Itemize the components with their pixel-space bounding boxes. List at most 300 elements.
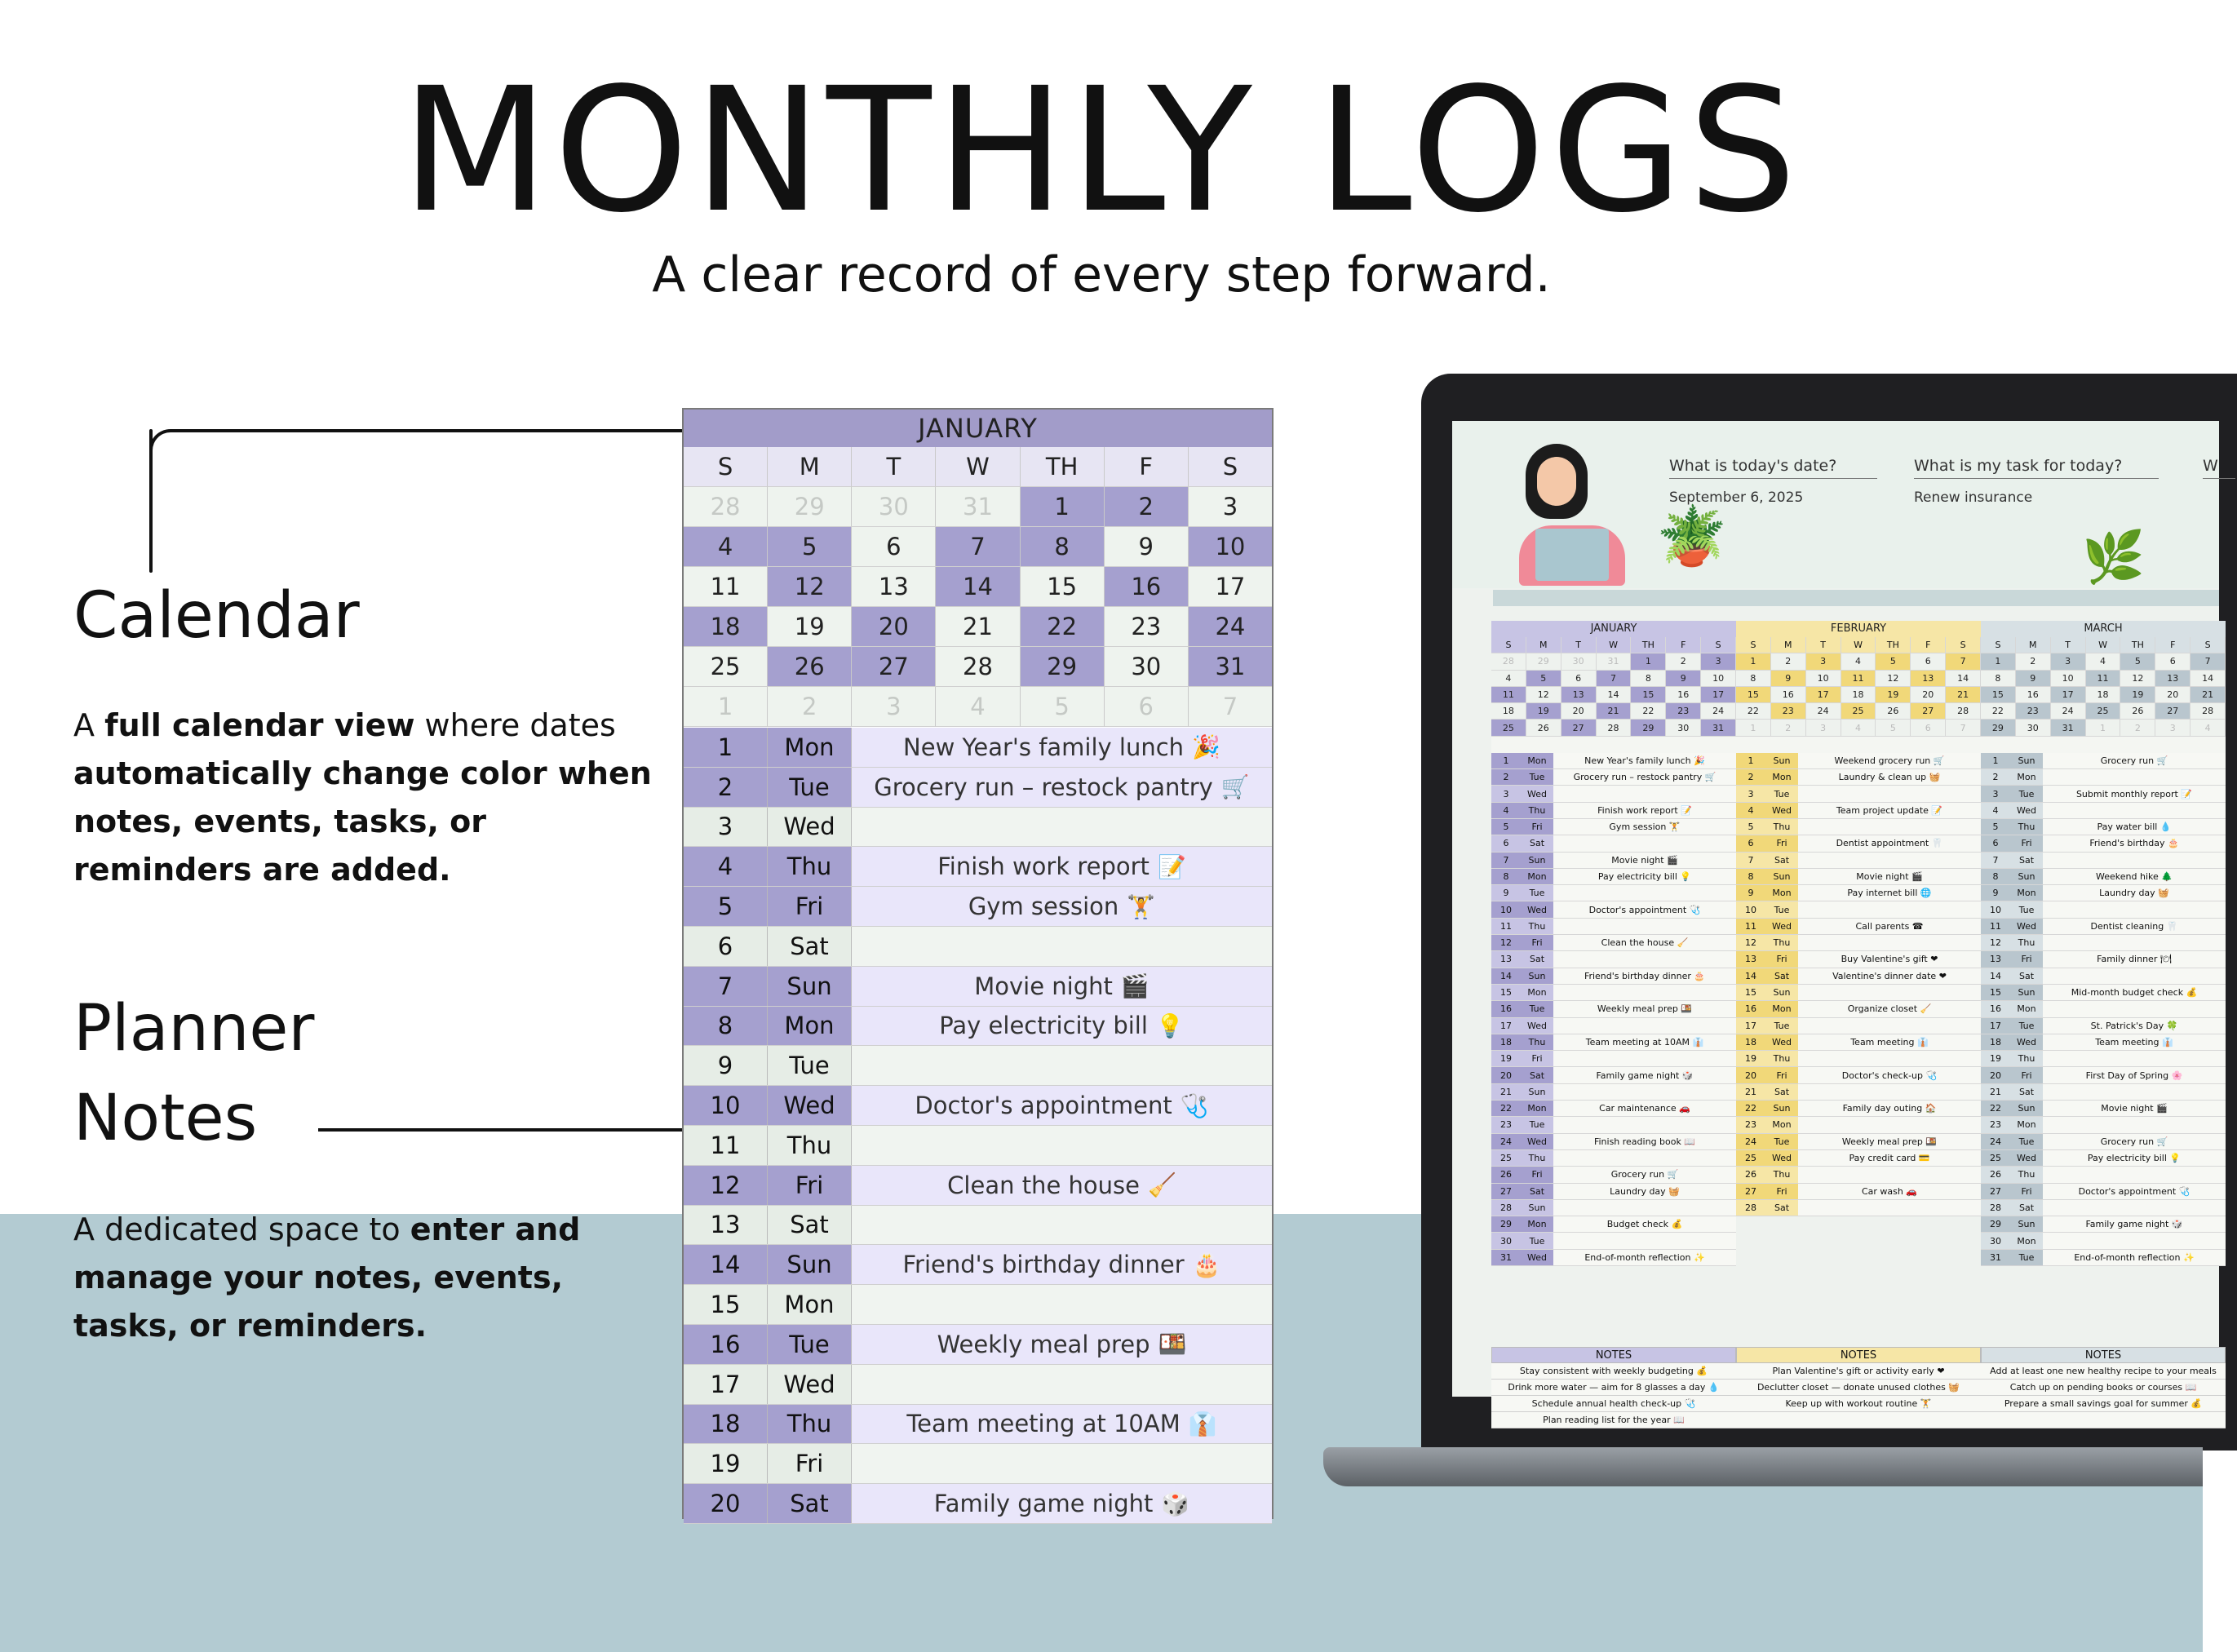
mini-log-row[interactable]: [1981, 1001, 2226, 1017]
mini-log-row[interactable]: [1491, 819, 1736, 835]
calendar-date-cell[interactable]: 7: [936, 527, 1020, 567]
mini-date-cell[interactable]: 10: [1806, 671, 1841, 687]
log-entry-text[interactable]: [852, 1325, 1272, 1364]
mini-log-row[interactable]: [1981, 951, 2226, 968]
calendar-date-cell[interactable]: 27: [852, 647, 936, 687]
log-entry-text[interactable]: [852, 887, 1272, 926]
mini-log-row[interactable]: [1491, 919, 1736, 935]
mini-log-row[interactable]: [1981, 985, 2226, 1001]
mini-log-row[interactable]: [1491, 1134, 1736, 1150]
mini-log-row[interactable]: [1736, 1001, 1981, 1017]
mini-log-row[interactable]: [1981, 869, 2226, 885]
mini-log-row[interactable]: [1981, 1250, 2226, 1266]
mini-log-row[interactable]: [1981, 1150, 2226, 1167]
mini-date-cell[interactable]: 2: [2120, 720, 2155, 736]
mini-date-cell[interactable]: 31: [1701, 720, 1736, 736]
log-entry-text[interactable]: [852, 1126, 1272, 1165]
mini-date-cell[interactable]: 26: [1526, 720, 1561, 736]
mini-date-cell[interactable]: 16: [1771, 687, 1806, 703]
mini-date-cell[interactable]: 27: [1911, 703, 1946, 720]
mini-log-row[interactable]: [1736, 1101, 1981, 1117]
mini-date-cell[interactable]: 10: [2051, 671, 2086, 687]
note-row[interactable]: Declutter closet — donate unused clothes 🧺: [1736, 1380, 1981, 1396]
planner-log-row[interactable]: [684, 1444, 1272, 1484]
mini-log-row[interactable]: [1736, 919, 1981, 935]
mini-log-row[interactable]: [1491, 1051, 1736, 1067]
mini-log-row[interactable]: [1491, 769, 1736, 786]
calendar-date-cell[interactable]: 7: [1189, 687, 1272, 727]
note-row[interactable]: [1981, 1412, 2226, 1428]
mini-date-cell[interactable]: 10: [1701, 671, 1736, 687]
mini-date-cell[interactable]: 25: [1841, 703, 1876, 720]
calendar-date-cell[interactable]: 12: [768, 567, 852, 607]
log-entry-text[interactable]: [852, 728, 1272, 767]
mini-date-cell[interactable]: 27: [2155, 703, 2190, 720]
mini-date-cell[interactable]: 22: [1736, 703, 1771, 720]
mini-log-row[interactable]: [1736, 985, 1981, 1001]
calendar-date-cell[interactable]: 28: [936, 647, 1020, 687]
note-row[interactable]: Schedule annual health check-up 🩺: [1491, 1396, 1736, 1412]
mini-log-row[interactable]: [1491, 1250, 1736, 1266]
mini-date-cell[interactable]: 1: [1631, 653, 1666, 670]
mini-date-cell[interactable]: 23: [1771, 703, 1806, 720]
note-row[interactable]: Catch up on pending books or courses 📖: [1981, 1380, 2226, 1396]
calendar-date-cell[interactable]: 4: [684, 527, 768, 567]
mini-log-row[interactable]: [1981, 819, 2226, 835]
planner-log-row[interactable]: [684, 1405, 1272, 1445]
mini-date-cell[interactable]: 4: [2190, 720, 2226, 736]
calendar-weekday-header: [684, 447, 1272, 487]
mini-date-cell[interactable]: 9: [1771, 671, 1806, 687]
calendar-date-cell[interactable]: 26: [768, 647, 852, 687]
planner-log-row[interactable]: [684, 1245, 1272, 1285]
note-row[interactable]: Plan Valentine's gift or activity early ❤: [1736, 1363, 1981, 1380]
mini-log-row[interactable]: [1981, 803, 2226, 819]
mini-log-row[interactable]: [1981, 1117, 2226, 1133]
mini-log-row[interactable]: [1491, 1117, 1736, 1133]
mini-date-cell[interactable]: 22: [1631, 703, 1666, 720]
mini-log-row[interactable]: [1736, 901, 1981, 918]
mini-log-row[interactable]: [1491, 869, 1736, 885]
mini-date-cell[interactable]: 8: [1631, 671, 1666, 687]
mini-log-day: 12: [1736, 935, 1765, 950]
mini-date-cell[interactable]: 9: [2016, 671, 2051, 687]
mini-date-cell[interactable]: 11: [1491, 687, 1526, 703]
calendar-date-cell[interactable]: 2: [1105, 487, 1189, 527]
mini-log-row[interactable]: [1736, 853, 1981, 869]
mini-log-row[interactable]: [1491, 1001, 1736, 1017]
mini-weekday-cell: F: [2155, 637, 2190, 653]
planner-log-row[interactable]: [684, 1086, 1272, 1126]
mini-log-row[interactable]: [1736, 1200, 1981, 1216]
mini-date-cell[interactable]: 12: [1526, 687, 1561, 703]
mini-log-row[interactable]: [1981, 968, 2226, 985]
calendar-date-cell[interactable]: 23: [1105, 607, 1189, 647]
mini-date-cell[interactable]: 14: [1946, 671, 1981, 687]
mini-log-row[interactable]: [1736, 1067, 1981, 1083]
log-entry-text[interactable]: [852, 967, 1272, 1006]
mini-log-row[interactable]: [1736, 1051, 1981, 1067]
mini-date-cell[interactable]: 17: [1806, 687, 1841, 703]
planner-log-row[interactable]: [684, 1325, 1272, 1365]
mini-log-row[interactable]: [1491, 935, 1736, 951]
calendar-date-cell[interactable]: 16: [1105, 567, 1189, 607]
mini-date-cell[interactable]: 26: [1876, 703, 1911, 720]
mini-date-cell[interactable]: 29: [1631, 720, 1666, 736]
log-entry-text[interactable]: [852, 768, 1272, 807]
mini-log-row[interactable]: [1981, 835, 2226, 852]
calendar-date-cell[interactable]: 31: [1189, 647, 1272, 687]
mini-log-row[interactable]: [1491, 753, 1736, 769]
mini-date-cell[interactable]: 29: [1526, 653, 1561, 670]
planner-log-row[interactable]: [684, 927, 1272, 967]
mini-date-cell[interactable]: 3: [1806, 653, 1841, 670]
log-entry-text[interactable]: [852, 1046, 1272, 1085]
planner-log-row[interactable]: [684, 1365, 1272, 1405]
log-entry-text[interactable]: [852, 1007, 1272, 1046]
mini-date-cell[interactable]: 6: [2155, 653, 2190, 670]
mini-log-row[interactable]: [1981, 1200, 2226, 1216]
log-entry-text[interactable]: [852, 1086, 1272, 1125]
calendar-date-cell[interactable]: 15: [1021, 567, 1105, 607]
mini-date-cell[interactable]: 22: [1981, 703, 2016, 720]
planner-log-row[interactable]: [684, 967, 1272, 1007]
planner-log-row[interactable]: [684, 1206, 1272, 1246]
mini-date-cell[interactable]: 3: [1701, 653, 1736, 670]
mini-date-cell[interactable]: 1: [1981, 653, 2016, 670]
log-entry-text[interactable]: [852, 1444, 1272, 1483]
calendar-date-cell[interactable]: 29: [768, 487, 852, 527]
mini-date-cell[interactable]: 4: [1841, 653, 1876, 670]
planner-log-row[interactable]: [684, 1285, 1272, 1325]
planner-log-row[interactable]: [684, 1484, 1272, 1524]
mini-log-row[interactable]: [1736, 819, 1981, 835]
mini-date-cell[interactable]: 5: [1876, 653, 1911, 670]
mini-log-row[interactable]: [1491, 803, 1736, 819]
calendar-date-cell[interactable]: 21: [936, 607, 1020, 647]
calendar-date-cell[interactable]: 4: [936, 687, 1020, 727]
mini-log-row[interactable]: [1981, 1084, 2226, 1101]
mini-log-row[interactable]: [1736, 885, 1981, 901]
mini-date-cell[interactable]: 18: [1841, 687, 1876, 703]
calendar-date-cell[interactable]: 14: [936, 567, 1020, 607]
calendar-date-cell[interactable]: 1: [684, 687, 768, 727]
log-entry-text[interactable]: [852, 1245, 1272, 1284]
mini-date-cell[interactable]: 28: [1946, 703, 1981, 720]
mini-date-cell[interactable]: 30: [2016, 720, 2051, 736]
mini-log-row[interactable]: [1736, 1167, 1981, 1183]
mini-date-cell[interactable]: 9: [1666, 671, 1701, 687]
mini-date-cell[interactable]: 11: [1841, 671, 1876, 687]
mini-log-row[interactable]: [1491, 1034, 1736, 1051]
mini-log-row[interactable]: [1491, 1233, 1736, 1249]
mini-date-cell[interactable]: 25: [1491, 720, 1526, 736]
log-entry-text[interactable]: [852, 1405, 1272, 1444]
mini-log-row[interactable]: [1736, 951, 1981, 968]
log-entry-text[interactable]: [852, 1365, 1272, 1404]
calendar-date-cell[interactable]: 3: [852, 687, 936, 727]
today-date-answer[interactable]: September 6, 2025: [1669, 489, 1804, 506]
mini-log-row[interactable]: [1736, 1134, 1981, 1150]
calendar-date-cell[interactable]: 9: [1105, 527, 1189, 567]
mini-date-cell[interactable]: 23: [1666, 703, 1701, 720]
mini-log-row[interactable]: [1491, 968, 1736, 985]
mini-date-cell[interactable]: 5: [2120, 653, 2155, 670]
mini-date-cell[interactable]: 20: [2155, 687, 2190, 703]
mini-date-cell[interactable]: 19: [1876, 687, 1911, 703]
mini-log-row[interactable]: [1981, 1101, 2226, 1117]
mini-date-cell[interactable]: 20: [1561, 703, 1597, 720]
mini-log-row[interactable]: [1491, 1216, 1736, 1233]
mini-date-cell[interactable]: 4: [1841, 720, 1876, 736]
mini-log-row[interactable]: [1981, 1034, 2226, 1051]
mini-date-cell[interactable]: 1: [1736, 653, 1771, 670]
mini-date-cell[interactable]: 7: [1946, 720, 1981, 736]
calendar-date-cell[interactable]: 10: [1189, 527, 1272, 567]
mini-date-cell[interactable]: 31: [2051, 720, 2086, 736]
mini-date-cell[interactable]: 27: [1561, 720, 1597, 736]
mini-date-cell[interactable]: 11: [2086, 671, 2121, 687]
mini-date-cell[interactable]: 13: [1911, 671, 1946, 687]
calendar-date-cell[interactable]: 5: [768, 527, 852, 567]
mini-log-row[interactable]: [1981, 1067, 2226, 1083]
mini-log-row[interactable]: [1981, 1167, 2226, 1183]
mini-log-row[interactable]: [1491, 786, 1736, 802]
mini-date-cell[interactable]: 12: [2120, 671, 2155, 687]
mini-date-cell[interactable]: 2: [1771, 653, 1806, 670]
calendar-date-cell[interactable]: 30: [1105, 647, 1189, 687]
mini-date-cell[interactable]: 26: [2120, 703, 2155, 720]
mini-date-cell[interactable]: 14: [1597, 687, 1632, 703]
mini-log-row[interactable]: [1736, 1117, 1981, 1133]
mini-date-cell[interactable]: 15: [1981, 687, 2016, 703]
mini-log-row[interactable]: [1491, 853, 1736, 869]
mini-date-cell[interactable]: 6: [1911, 720, 1946, 736]
mini-date-cell[interactable]: 28: [2190, 703, 2226, 720]
mini-date-cell[interactable]: 15: [1631, 687, 1666, 703]
note-row[interactable]: Stay consistent with weekly budgeting 💰: [1491, 1363, 1736, 1380]
mini-date-cell[interactable]: 30: [1561, 653, 1597, 670]
calendar-date-cell[interactable]: 20: [852, 607, 936, 647]
calendar-date-cell[interactable]: 18: [684, 607, 768, 647]
calendar-date-cell[interactable]: 29: [1021, 647, 1105, 687]
log-entry-text[interactable]: [852, 927, 1272, 966]
mini-date-cell[interactable]: 31: [1597, 653, 1632, 670]
mini-date-cell[interactable]: 5: [1526, 671, 1561, 687]
mini-date-cell[interactable]: 7: [1597, 671, 1632, 687]
mini-date-cell[interactable]: 24: [2051, 703, 2086, 720]
log-entry-text[interactable]: [852, 808, 1272, 847]
mini-log-row[interactable]: [1981, 935, 2226, 951]
mini-log-row[interactable]: [1736, 1018, 1981, 1034]
mini-date-cell[interactable]: 8: [1736, 671, 1771, 687]
note-row[interactable]: Keep up with workout routine 🏋: [1736, 1396, 1981, 1412]
planner-log-row[interactable]: [684, 887, 1272, 927]
mini-log-row[interactable]: [1736, 935, 1981, 951]
mini-date-cell[interactable]: 16: [2016, 687, 2051, 703]
mini-log-row[interactable]: [1981, 919, 2226, 935]
calendar-date-cell[interactable]: 6: [852, 527, 936, 567]
mini-log-row[interactable]: [1736, 968, 1981, 985]
planner-log-row[interactable]: [684, 808, 1272, 848]
mini-date-cell[interactable]: 28: [1491, 653, 1526, 670]
mini-date-cell[interactable]: 14: [2190, 671, 2226, 687]
calendar-date-cell[interactable]: 11: [684, 567, 768, 607]
mini-log-row[interactable]: [1736, 1184, 1981, 1200]
mini-log-row[interactable]: [1491, 1067, 1736, 1083]
mini-date-cell[interactable]: 21: [1946, 687, 1981, 703]
calendar-date-cell[interactable]: 22: [1021, 607, 1105, 647]
mini-log-row[interactable]: [1491, 1018, 1736, 1034]
calendar-date-cell[interactable]: 24: [1189, 607, 1272, 647]
mini-date-cell[interactable]: 18: [2086, 687, 2121, 703]
note-row[interactable]: Prepare a small savings goal for summer 💰: [1981, 1396, 2226, 1412]
mini-log-row[interactable]: [1981, 1018, 2226, 1034]
log-entry-text[interactable]: [852, 1484, 1272, 1523]
mini-date-cell[interactable]: 8: [1981, 671, 2016, 687]
mini-date-cell[interactable]: 5: [1876, 720, 1911, 736]
mini-log-row[interactable]: [1736, 786, 1981, 802]
mini-log-weekday: Sat: [1521, 835, 1553, 851]
mini-log-entry: Mid-month budget check 💰: [2043, 985, 2226, 1000]
mini-date-cell[interactable]: 17: [2051, 687, 2086, 703]
calendar-date-cell[interactable]: 2: [768, 687, 852, 727]
planner-log-row[interactable]: [684, 1126, 1272, 1166]
mini-date-cell[interactable]: 13: [2155, 671, 2190, 687]
mini-date-cell[interactable]: 1: [1736, 720, 1771, 736]
mini-log-day: 7: [1981, 853, 2010, 868]
mini-date-cell[interactable]: 3: [1806, 720, 1841, 736]
mini-log-row[interactable]: [1491, 1167, 1736, 1183]
mini-log-row[interactable]: [1736, 1150, 1981, 1167]
mini-log-row[interactable]: [1491, 1184, 1736, 1200]
calendar-date-cell[interactable]: 19: [768, 607, 852, 647]
mini-log-row[interactable]: [1736, 835, 1981, 852]
mini-log-row[interactable]: [1491, 985, 1736, 1001]
planner-log-row[interactable]: [684, 1166, 1272, 1206]
note-row[interactable]: Plan reading list for the year 📖: [1491, 1412, 1736, 1428]
mini-log-row[interactable]: [1981, 853, 2226, 869]
mini-date-cell[interactable]: 21: [1597, 703, 1632, 720]
calendar-date-cell[interactable]: 17: [1189, 567, 1272, 607]
planner-log-row[interactable]: [684, 768, 1272, 808]
mini-date-cell[interactable]: 28: [1597, 720, 1632, 736]
mini-log-row[interactable]: [1981, 1134, 2226, 1150]
note-row[interactable]: Add at least one new healthy recipe to your meals: [1981, 1363, 2226, 1380]
mini-log-row[interactable]: [1491, 1084, 1736, 1101]
log-entry-text[interactable]: [852, 1285, 1272, 1324]
log-entry-text[interactable]: [852, 847, 1272, 886]
mini-date-cell[interactable]: 29: [1981, 720, 2016, 736]
mini-date-cell[interactable]: 13: [1561, 687, 1597, 703]
mini-log-row[interactable]: [1736, 769, 1981, 786]
mini-date-cell[interactable]: 18: [1491, 703, 1526, 720]
mini-date-cell[interactable]: 2: [1771, 720, 1806, 736]
mini-log-row[interactable]: [1736, 1084, 1981, 1101]
mini-date-cell[interactable]: 16: [1666, 687, 1701, 703]
mini-date-cell[interactable]: 4: [1491, 671, 1526, 687]
mini-log-row[interactable]: [1981, 885, 2226, 901]
mini-log-entry: Call parents ☎: [1798, 919, 1981, 934]
mini-date-cell[interactable]: 3: [2155, 720, 2190, 736]
mini-date-cell[interactable]: 21: [2190, 687, 2226, 703]
mini-log-row[interactable]: [1981, 769, 2226, 786]
calendar-date-cell[interactable]: 3: [1189, 487, 1272, 527]
mini-date-cell[interactable]: 1: [2086, 720, 2121, 736]
mini-log-row[interactable]: [1981, 753, 2226, 769]
calendar-date-cell[interactable]: 13: [852, 567, 936, 607]
planner-log-row[interactable]: [684, 1046, 1272, 1086]
mini-log-row[interactable]: [1981, 1184, 2226, 1200]
planner-log-row[interactable]: [684, 1007, 1272, 1047]
mini-date-cell[interactable]: 6: [1561, 671, 1597, 687]
calendar-date-cell[interactable]: 30: [852, 487, 936, 527]
mini-log-row[interactable]: [1981, 1233, 2226, 1249]
mini-date-cell[interactable]: 25: [2086, 703, 2121, 720]
planner-log-row[interactable]: [684, 728, 1272, 768]
mini-date-cell[interactable]: 2: [1666, 653, 1701, 670]
mini-log-row[interactable]: [1736, 803, 1981, 819]
mini-log-row[interactable]: [1491, 1200, 1736, 1216]
mini-date-cell[interactable]: 19: [1526, 703, 1561, 720]
planner-log-row[interactable]: [684, 847, 1272, 887]
mini-date-cell[interactable]: 30: [1666, 720, 1701, 736]
mini-log-row[interactable]: [1491, 901, 1736, 918]
mini-log-row[interactable]: [1491, 1101, 1736, 1117]
mini-date-cell[interactable]: 6: [1911, 653, 1946, 670]
mini-date-cell[interactable]: 20: [1911, 687, 1946, 703]
mini-date-cell[interactable]: 15: [1736, 687, 1771, 703]
mini-date-cell[interactable]: 3: [2051, 653, 2086, 670]
mini-date-cell[interactable]: 7: [1946, 653, 1981, 670]
mini-date-cell[interactable]: 19: [2120, 687, 2155, 703]
mini-log-row[interactable]: [1491, 951, 1736, 968]
mini-date-cell[interactable]: 17: [1701, 687, 1736, 703]
mini-log-day: 25: [1981, 1150, 2010, 1166]
mini-log-row[interactable]: [1981, 1051, 2226, 1067]
calendar-date-cell[interactable]: 28: [684, 487, 768, 527]
mini-log-row[interactable]: [1736, 869, 1981, 885]
calendar-date-cell[interactable]: 25: [684, 647, 768, 687]
mini-date-cell[interactable]: 4: [2086, 653, 2121, 670]
mini-log-row[interactable]: [1736, 1034, 1981, 1051]
mini-log-row[interactable]: [1981, 1216, 2226, 1233]
calendar-date-cell[interactable]: 8: [1021, 527, 1105, 567]
mini-log-row[interactable]: [1981, 901, 2226, 918]
mini-log-row[interactable]: [1491, 1150, 1736, 1167]
log-entry-text[interactable]: [852, 1166, 1272, 1205]
mini-log-row[interactable]: [1981, 786, 2226, 802]
calendar-date-cell[interactable]: 5: [1021, 687, 1105, 727]
mini-date-cell[interactable]: 23: [2016, 703, 2051, 720]
mini-log-entry: Organize closet 🧹: [1798, 1001, 1981, 1016]
mini-log-row[interactable]: [1736, 753, 1981, 769]
mini-log-row[interactable]: [1491, 885, 1736, 901]
note-row[interactable]: Drink more water — aim for 8 glasses a day 💧: [1491, 1380, 1736, 1396]
mini-date-cell[interactable]: 2: [2016, 653, 2051, 670]
mini-date-cell[interactable]: 7: [2190, 653, 2226, 670]
mini-date-cell[interactable]: 12: [1876, 671, 1911, 687]
today-task-answer[interactable]: Renew insurance: [1914, 489, 2033, 506]
calendar-date-cell[interactable]: 31: [936, 487, 1020, 527]
mini-date-cell[interactable]: 24: [1701, 703, 1736, 720]
mini-log-row[interactable]: [1491, 835, 1736, 852]
mini-date-cell[interactable]: 24: [1806, 703, 1841, 720]
note-row[interactable]: [1736, 1412, 1981, 1428]
calendar-date-cell[interactable]: 6: [1105, 687, 1189, 727]
log-entry-text[interactable]: [852, 1206, 1272, 1245]
calendar-date-cell[interactable]: 1: [1021, 487, 1105, 527]
